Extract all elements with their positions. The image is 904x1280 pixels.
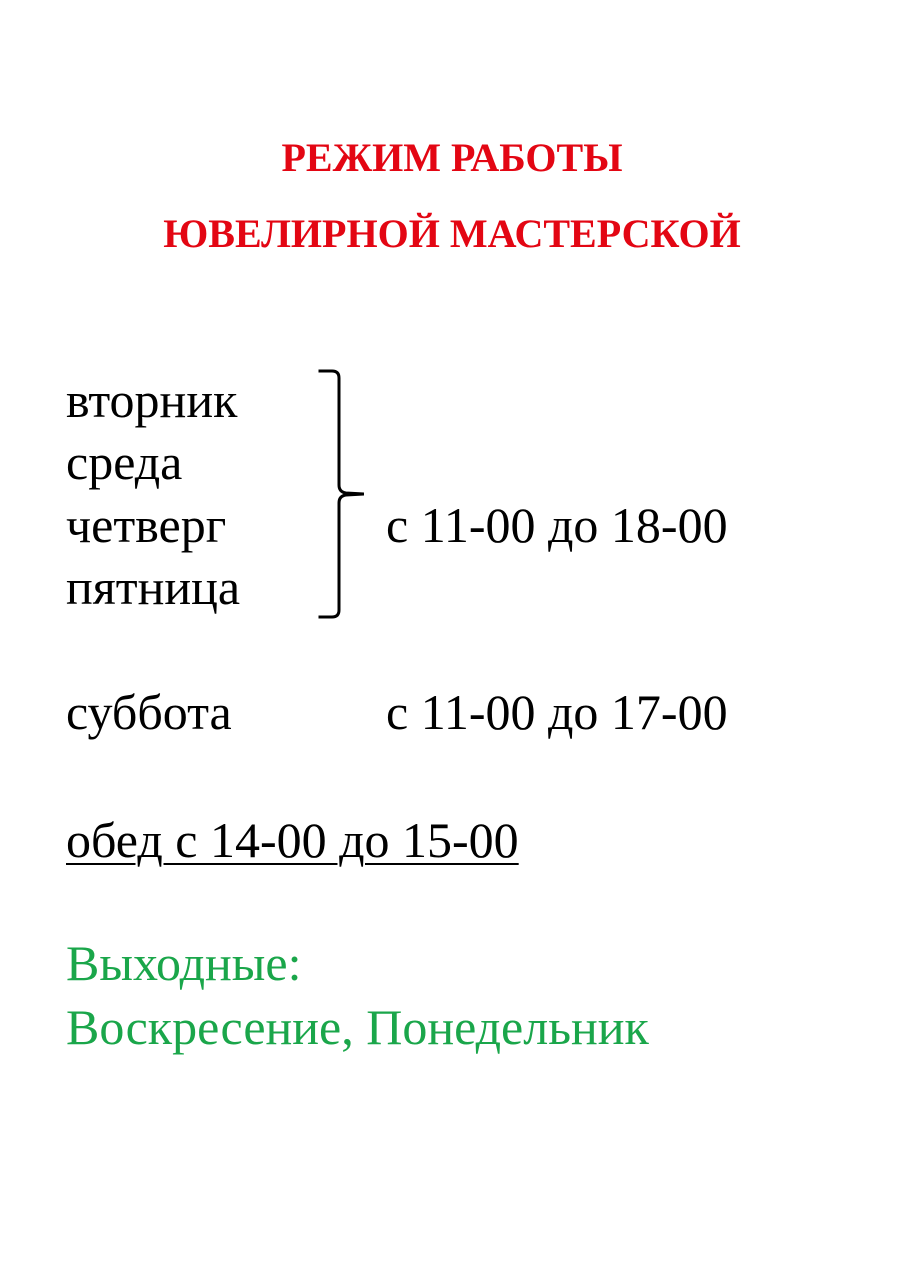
weekday-thursday: четверг <box>66 497 227 553</box>
title-line-1: РЕЖИМ РАБОТЫ <box>281 135 623 180</box>
weekday-wednesday: среда <box>66 434 183 490</box>
title-line-2: ЮВЕЛИРНОЙ МАСТЕРСКОЙ <box>163 211 741 256</box>
days-off-list: Воскресение, Понедельник <box>66 999 649 1055</box>
saturday-hours: с 11-00 до 17-00 <box>386 684 728 740</box>
saturday-label: суббота <box>66 684 232 740</box>
weekday-tuesday: вторник <box>66 372 238 428</box>
weekday-hours: с 11-00 до 18-00 <box>386 497 728 553</box>
right-brace-icon <box>314 368 364 620</box>
lunch-break: обед с 14-00 до 15-00 <box>66 812 519 868</box>
weekday-friday: пятница <box>66 559 241 615</box>
days-off-label: Выходные: <box>66 935 302 991</box>
